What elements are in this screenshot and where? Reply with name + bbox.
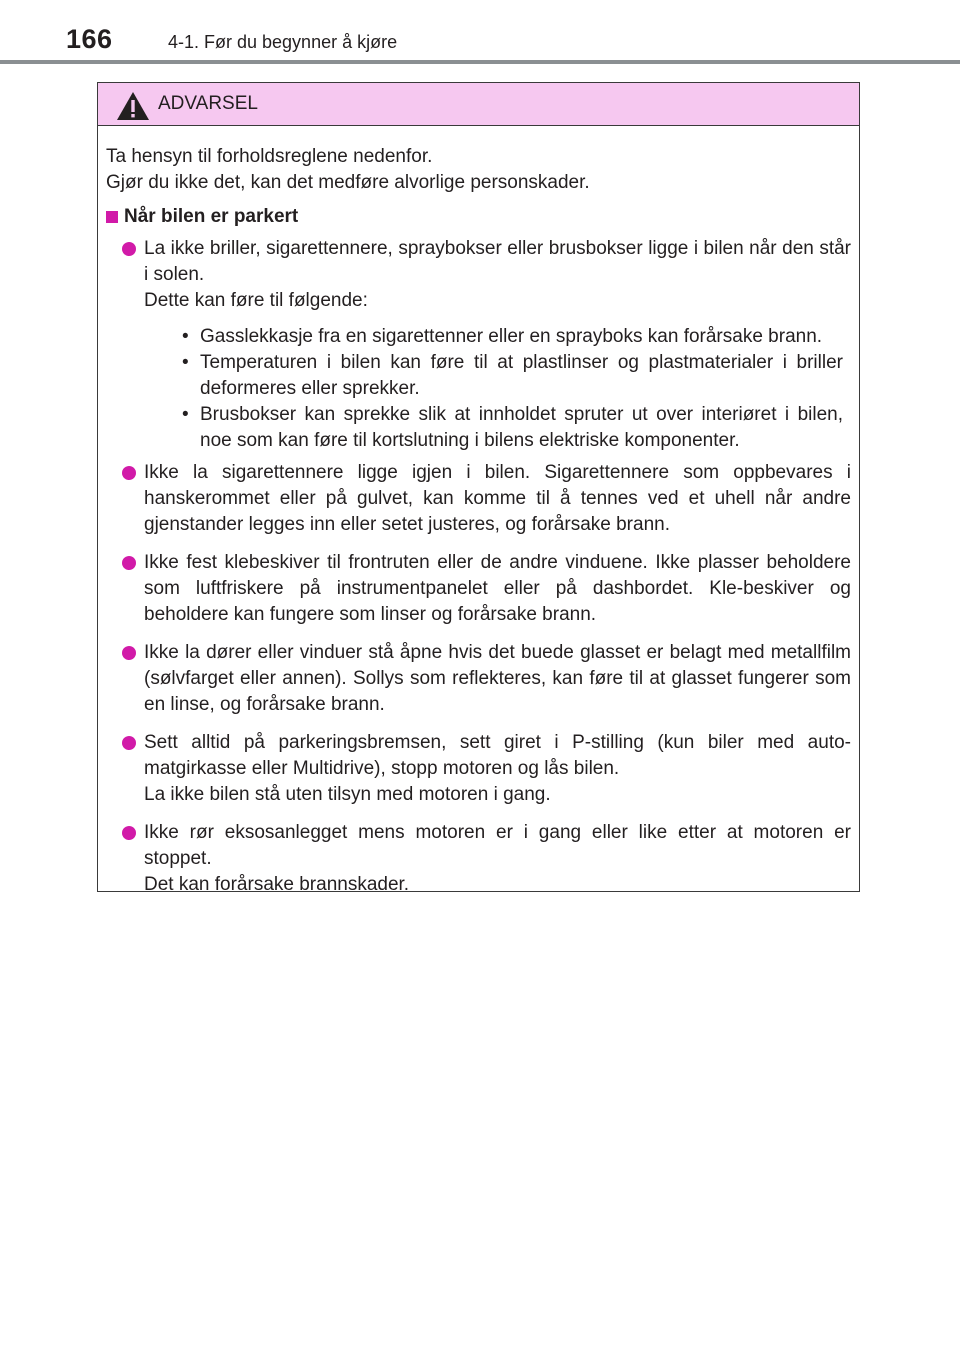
circle-bullet-icon [122,646,136,660]
item-text: Sett alltid på parkeringsbremsen, sett giret i P-stilling (kun biler med auto-matgirkasse eller Multidrive), stopp motoren og lås bilen. [144,732,851,779]
circle-bullet-icon [122,466,136,480]
dot-bullet-icon: • [182,326,189,347]
item-text: Ikke rør eksosanlegget mens motoren er i gang eller like etter at motoren er stoppet. [144,822,851,869]
circle-bullet-icon [122,826,136,840]
item-text: La ikke bilen stå uten tilsyn med motoren i gang. [144,784,551,805]
item-text: La ikke briller, sigarettennere, spraybokser eller brusbokser ligge i bilen når den står i solen. [144,238,851,285]
circle-bullet-icon [122,556,136,570]
sub-bullet-item [144,402,851,454]
warning-label: ADVARSEL [158,93,258,114]
item-text: Dette kan føre til følgende: [144,290,368,311]
sub-bullet-text: Gasslekkasje fra en sigarettenner eller en sprayboks kan forårsake brann. [200,326,823,347]
list-item [106,236,851,454]
list-item [106,460,851,538]
intro-line: Ta hensyn til forholdsreglene nedenfor. [106,146,433,167]
sub-bullet-item [144,350,851,402]
item-text: Ikke la dører eller vinduer stå åpne hvis det buede glasset er belagt med metallfilm (sølvfarget eller annen). Sollys som reflekteres, kan føre til at glasset fungerer som en linse, og forårsake brann. [144,642,851,715]
item-text: Ikke fest klebeskiver til frontruten eller de andre vinduene. Ikke plasser beholdere som luftfriskere på instrumentpanelet eller på dashbordet. Kle-beskiver og beholdere kan fungere som linser og forårsake brann. [144,552,851,625]
warning-header [98,83,859,126]
list-item [106,730,851,808]
page-header [0,0,960,62]
dot-bullet-icon: • [182,352,189,373]
list-item [106,640,851,718]
sub-bullet-text: Temperaturen i bilen kan føre til at plastlinser og plastmaterialer i briller deformeres eller sprekker. [200,352,843,399]
square-bullet-icon [106,211,118,223]
circle-bullet-icon [122,242,136,256]
intro-line: Gjør du ikke det, kan det medføre alvorlige personskader. [106,172,590,193]
header-divider [0,60,960,64]
section-title: 4-1. Før du begynner å kjøre [168,32,398,52]
section-heading [106,204,851,230]
circle-bullet-icon [122,736,136,750]
warning-body [98,126,859,898]
warning-triangle-icon [116,91,150,121]
sub-bullet-item [144,324,851,350]
dot-bullet-icon: • [182,404,189,425]
warning-box [97,82,860,895]
list-item [106,820,851,898]
list-item [106,550,851,628]
warning-intro [106,144,851,196]
sub-bullet-list [144,324,851,454]
page-number: 166 [66,24,113,54]
item-text: Ikke la sigarettennere ligge igjen i bilen. Sigarettennere som oppbevares i hanskerommet eller på gulvet, kan komme til å tennes ved et uhell når andre gjenstander legges inn eller setet justeres, og forårsake brann. [144,462,851,535]
section-heading-text: Når bilen er parkert [124,206,299,227]
item-text: Det kan forårsake brannskader. [144,874,410,895]
sub-bullet-text: Brusbokser kan sprekke slik at innholdet spruter ut over interiøret i bilen, noe som kan føre til kortslutning i bilens elektriske komponenter. [200,404,843,451]
